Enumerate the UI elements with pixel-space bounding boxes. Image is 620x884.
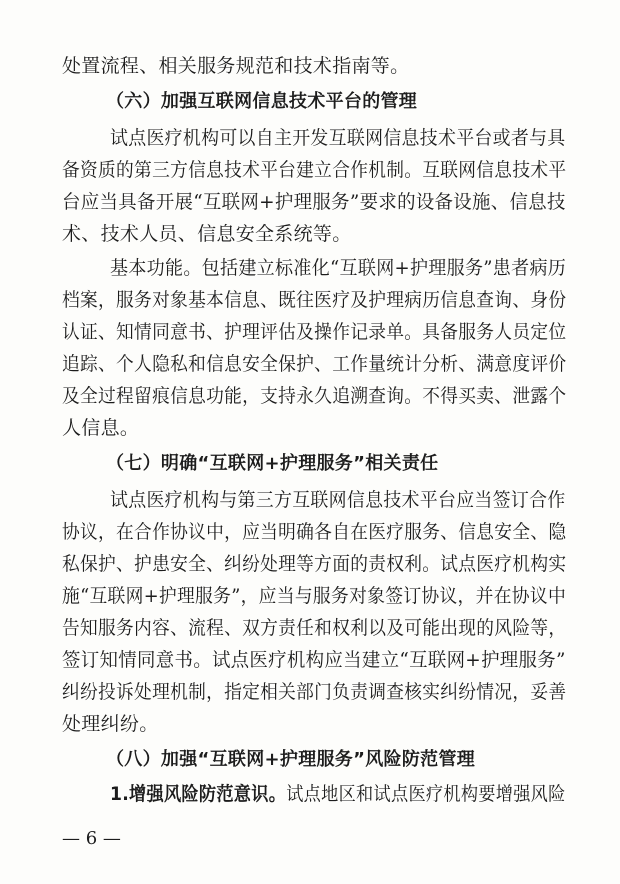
text-line: 处置流程、相关服务规范和技术指南等。	[62, 55, 410, 77]
text-line: 认证、知情同意书、护理评估及操作记录单。具备服务人员定位	[62, 321, 567, 343]
text-line: 台应当具备开展“互联网+护理服务”要求的设备设施、信息技	[62, 191, 566, 213]
text-line: 纠纷投诉处理机制，指定相关部门负责调查核实纠纷情况，妥善	[62, 681, 567, 703]
text-line: 试点医疗机构与第三方互联网信息技术平台应当签订合作	[110, 489, 566, 511]
page-number: — 6 —	[62, 828, 121, 849]
section-heading: （六）加强互联网信息技术平台的管理	[106, 91, 418, 112]
text-line: 档案，服务对象基本信息、既往医疗及护理病历信息查询、身份	[62, 289, 567, 311]
text-line: 备资质的第三方信息技术平台建立合作机制。互联网信息技术平	[62, 159, 567, 181]
section-heading: （八）加强“互联网+护理服务”风险防范管理	[106, 749, 476, 770]
section-heading: （七）明确“互联网+护理服务”相关责任	[106, 453, 439, 474]
text-line: 协议，在合作协议中，应当明确各自在医疗服务、信息安全、隐	[62, 521, 567, 543]
text-line: 基本功能。包括建立标准化“互联网+护理服务”患者病历	[110, 257, 567, 279]
text-line: 处理纠纷。	[62, 713, 159, 735]
text-line	[110, 781, 566, 807]
text-line: 私保护、护患安全、纠纷处理等方面的责权利。试点医疗机构实	[62, 553, 567, 575]
bold-lead-in: 1.增强风险防范意识。	[110, 783, 287, 805]
text-line: 术、技术人员、信息安全系统等。	[62, 223, 352, 245]
text-line: 及全过程留痕信息功能，支持永久追溯查询。不得买卖、泄露个	[62, 385, 567, 407]
text-run: 试点地区和试点医疗机构要增强风险	[286, 783, 566, 805]
text-line: 追踪、个人隐私和信息安全保护、工作量统计分析、满意度评价	[62, 353, 567, 375]
text-line: 试点医疗机构可以自主开发互联网信息技术平台或者与具	[110, 127, 566, 149]
text-line: 人信息。	[62, 417, 140, 439]
text-line: 告知服务内容、流程、双方责任和权利以及可能出现的风险等，	[62, 617, 567, 639]
text-line: 施“互联网+护理服务”，应当与服务对象签订协议，并在协议中	[62, 585, 567, 607]
text-line: 签订知情同意书。试点医疗机构应当建立“互联网+护理服务”	[62, 649, 566, 671]
